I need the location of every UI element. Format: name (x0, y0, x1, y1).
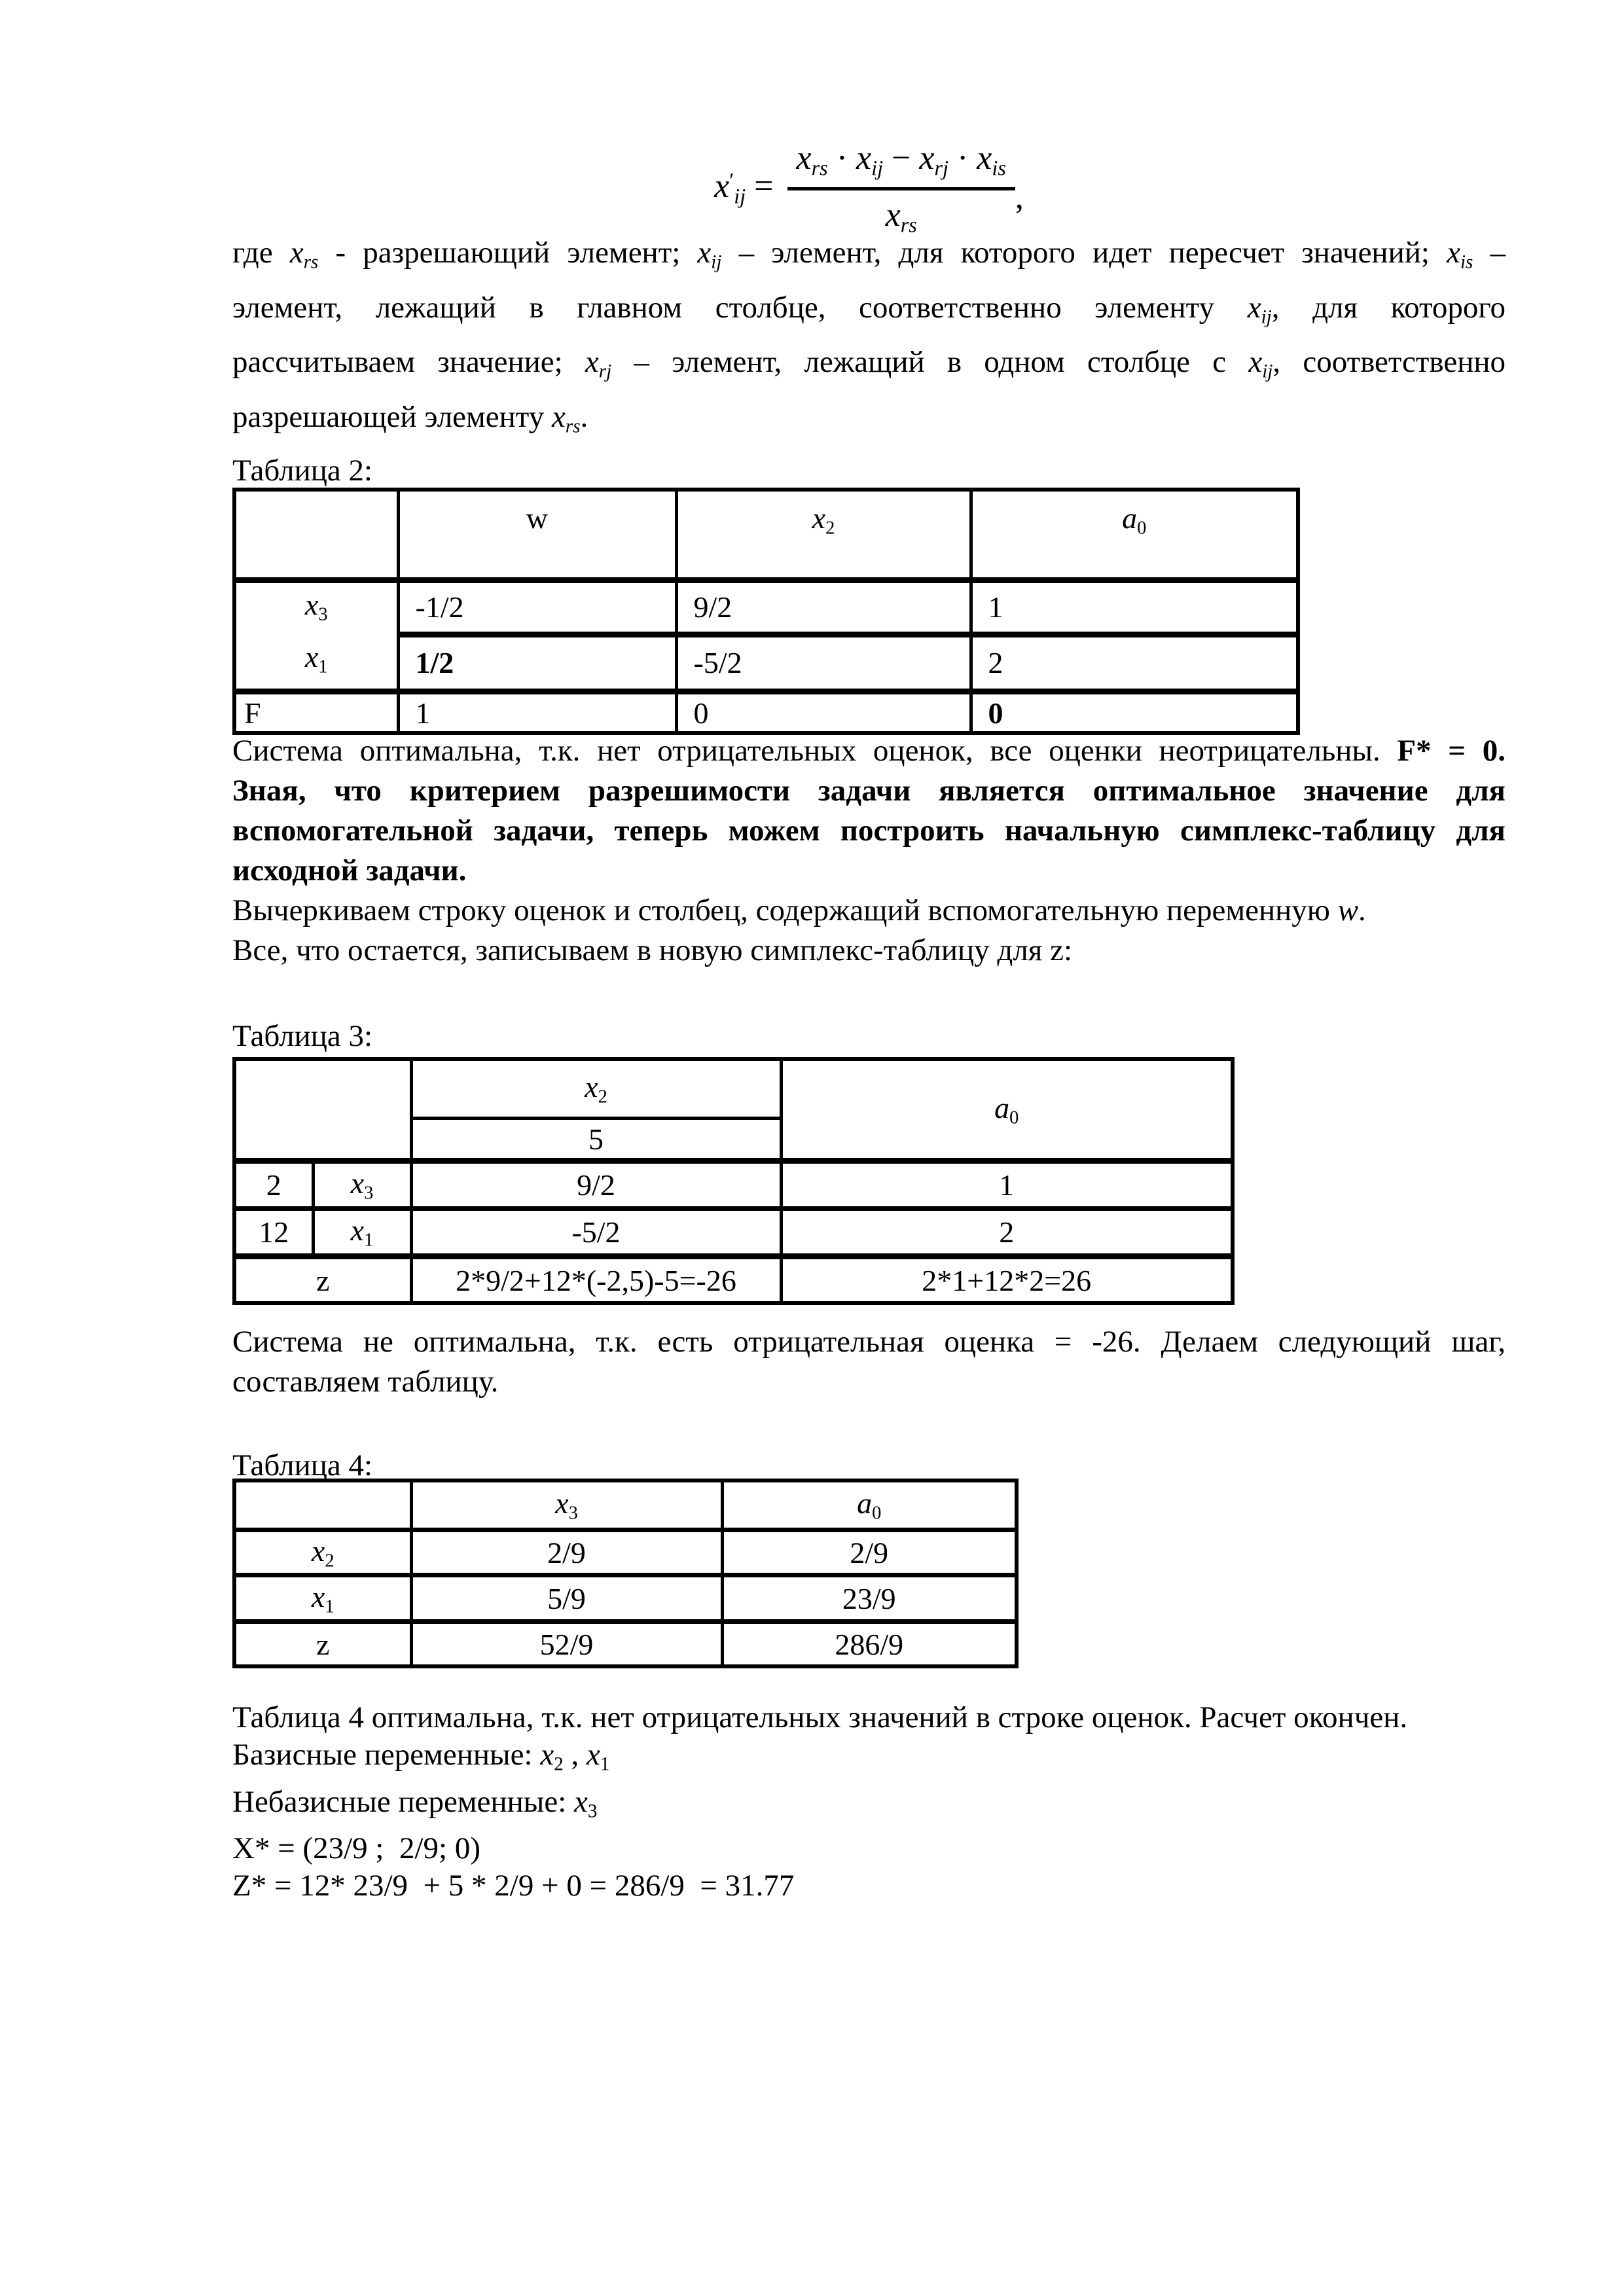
basis-x1: x1 (313, 1209, 411, 1257)
fraction (787, 139, 1015, 237)
table2-corner-cell (234, 490, 398, 581)
text-line: Z* = 12* 23/9 + 5 * 2/9 + 0 = 286/9 = 31.77 (232, 1869, 795, 1903)
text-line: Небазисные переменные: x3 (232, 1784, 598, 1822)
value-cell: 2*1+12*2=26 (781, 1257, 1233, 1304)
basis-x1: x1 (304, 639, 328, 677)
formula-comma: , (1015, 178, 1024, 216)
basis-x3: x3 (304, 588, 328, 625)
simplex-table-3 (232, 1057, 1235, 1305)
text-line: где xrs - разрешающий элемент; xij – элемент, для которого идет пересчет значений; xis – (232, 236, 1506, 273)
table4-header-x3: x3 (411, 1480, 722, 1530)
table3-header-x2: x2 (411, 1059, 781, 1119)
text-line: X* = (23/9 ; 2/9; 0) (232, 1831, 480, 1866)
value-cell: 1/2 (398, 634, 676, 691)
paragraph-optimality (232, 731, 1506, 971)
table3-z-row-label: z (234, 1257, 411, 1304)
text-line: Зная, что критерием разрешимости задачи является оптимальное значение для (232, 774, 1506, 808)
value-cell: 0 (971, 692, 1298, 734)
table2-header-a0: a0 (971, 490, 1298, 581)
table4-header-a0: a0 (722, 1480, 1017, 1530)
value-cell: 2 (971, 634, 1298, 691)
fraction-denominator: xrs (885, 196, 917, 237)
text-line: составляем таблицу. (232, 1365, 499, 1399)
simplex-table-2 (232, 488, 1300, 735)
text-line: элемент, лежащий в главном столбце, соответственно элементу xij, для которого (232, 290, 1506, 328)
basis-x3: x3 (313, 1161, 411, 1209)
value-cell: -5/2 (411, 1209, 781, 1257)
table4-corner-cell (234, 1480, 411, 1530)
table2-f-row-label: F (234, 692, 398, 734)
value-cell: 0 (676, 692, 971, 734)
value-cell: -1/2 (398, 581, 676, 635)
value-cell: 1 (781, 1161, 1233, 1209)
value-cell: 2/9 (411, 1530, 722, 1575)
value-cell: 9/2 (676, 581, 971, 635)
text-line: Все, что остается, записываем в новую симплекс-таблицу для z: (232, 933, 1073, 967)
text-line: исходной задачи. (232, 853, 467, 888)
value-cell: 23/9 (722, 1575, 1017, 1622)
value-cell: 2*9/2+12*(-2,5)-5=-26 (411, 1257, 781, 1304)
value-cell: 5/9 (411, 1575, 722, 1622)
simplex-table-4 (232, 1479, 1019, 1668)
text-line: разрешающей элементу xrs. (232, 400, 588, 437)
value-cell: -5/2 (676, 634, 971, 691)
value-cell: 286/9 (722, 1622, 1017, 1667)
table2-header-w: w (398, 490, 676, 581)
text-line: Вычеркиваем строку оценок и столбец, содержащий вспомогательную переменную w. (232, 893, 1366, 927)
table-4-caption: Таблица 4: (232, 1448, 373, 1482)
paragraph-conclusion (232, 1699, 1506, 1905)
text-line: рассчитываем значение; xrj – элемент, лежащий в одном столбце с xij, соответственно (232, 345, 1506, 383)
basis-x1: x1 (234, 1575, 411, 1622)
table3-corner-cell (234, 1059, 411, 1161)
basis-x2: x2 (234, 1530, 411, 1575)
coefficient-cell: 2 (234, 1161, 313, 1209)
coefficient-cell: 12 (234, 1209, 313, 1257)
table3-header-x2-coefficient: 5 (411, 1119, 781, 1161)
value-cell: 9/2 (411, 1161, 781, 1209)
paragraph-definitions (232, 230, 1506, 450)
value-cell: 2/9 (722, 1530, 1017, 1575)
paragraph-not-optimal (232, 1322, 1506, 1402)
text-line: Система оптимальна, т.к. нет отрицательных оценок, все оценки неотрицательны. F* = 0. (232, 734, 1506, 768)
text-line: вспомогательной задачи, теперь можем построить начальную симплекс-таблицу для (232, 814, 1506, 848)
fraction-numerator: xrs · xij − xrj · xis (787, 139, 1015, 190)
formula-block (232, 139, 1506, 237)
text-line: Система не оптимальна, т.к. есть отрицательная оценка = -26. Делаем следующий шаг, (232, 1325, 1506, 1359)
table2-header-x2: x2 (676, 490, 971, 581)
table4-z-row-label: z (234, 1622, 411, 1667)
text-line: Базисные переменные: x2 , x1 (232, 1738, 610, 1775)
value-cell: 52/9 (411, 1622, 722, 1667)
value-cell: 1 (971, 581, 1298, 635)
formula-lhs: x′ij = (714, 168, 782, 208)
value-cell: 1 (398, 692, 676, 734)
table-3-caption: Таблица 3: (232, 1019, 373, 1053)
table3-header-a0: a0 (781, 1059, 1233, 1161)
value-cell: 2 (781, 1209, 1233, 1257)
table2-basis-cell (234, 581, 398, 692)
text-line: Таблица 4 оптимальна, т.к. нет отрицательных значений в строке оценок. Расчет окончен. (232, 1700, 1408, 1734)
table-2-caption: Таблица 2: (232, 454, 373, 488)
